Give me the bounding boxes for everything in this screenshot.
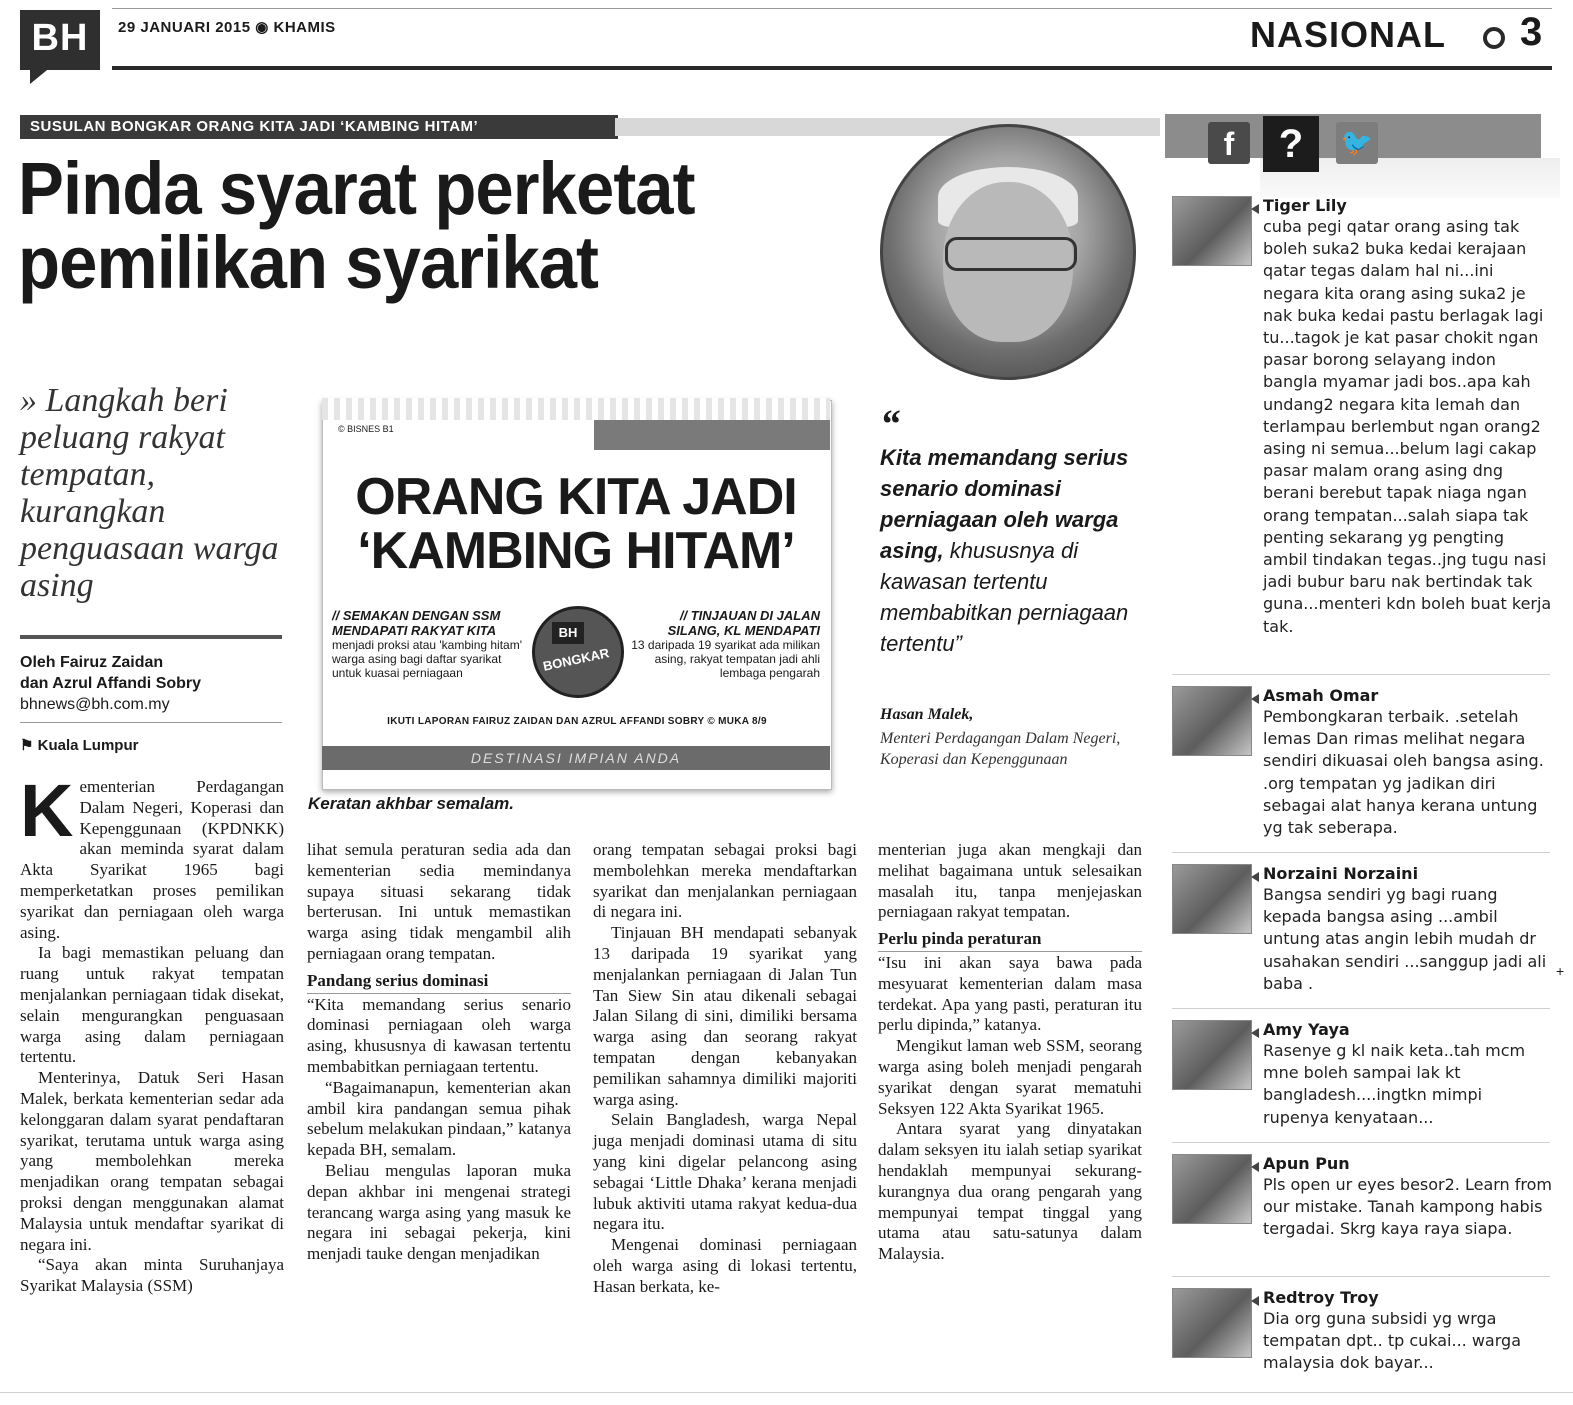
quote-speaker: Hasan Malek, (880, 706, 974, 723)
page-bottom-rule (0, 1392, 1573, 1393)
kicker-bleed (615, 118, 1160, 136)
clipping-image (322, 400, 832, 790)
clipping-bottom-band: DESTINASI IMPIAN ANDA (322, 746, 830, 770)
dateline-text: Kuala Lumpur (37, 737, 139, 754)
clipping-follow-line: IKUTI LAPORAN FAIRUZ ZAIDAN DAN AZRUL AFFANDI SOBRY © MUKA 8/9 (387, 716, 767, 727)
bh-logo: BH (20, 10, 100, 70)
clipping-right-head: // TINJAUAN DI JALAN SILANG, KL MENDAPATI (667, 608, 820, 638)
article-paragraph: Ia bagi memastikan peluang dan ruang untuk rakyat tempatan menjalankan perniagaan tidak disekat, selain mengurangkan penguasaan warga asing dalam perniagaan tertentu. (20, 943, 284, 1067)
deck: » Langkah beri peluang rakyat tempatan, kurangkan penguasaan warga asing (20, 382, 279, 604)
article-column-1 (20, 769, 284, 1297)
article-paragraph (20, 769, 284, 943)
article-paragraph: Beliau mengulas laporan muka depan akhbar ini mengenai strategi terancang warga asing yang masuk ke negara ini sebagai pekerja, kini menjadi tauke dengan menjadikan (307, 1160, 571, 1264)
comment-author: Tiger Lily (1263, 196, 1347, 215)
flag-icon: ⚑ (20, 737, 38, 754)
page-dot-icon (1483, 27, 1505, 49)
comment-author: Asmah Omar (1263, 686, 1379, 705)
header-top-rule (112, 8, 1552, 9)
comment-text: Rasenye g kl naik keta..tah mcm mne boleh sampai lak kt bangladesh....ingtkn mimpi rupenya kenyataan... (1263, 1041, 1526, 1127)
clipping-section-tab: © BISNES B1 (338, 424, 394, 434)
drop-cap: K (20, 769, 74, 852)
comment-divider (1172, 1008, 1550, 1009)
byline-email[interactable]: bhnews@bh.com.my (20, 696, 170, 713)
comment-author: Amy Yaya (1263, 1020, 1350, 1039)
comment-text: Pls open ur eyes besor2. Learn from our mistake. Tanah kampong habis tergadai. Skrg kaya raya siapa. (1263, 1175, 1553, 1239)
article-paragraph: Selain Bangladesh, warga Nepal juga menjadi dominasi utama di situ yang kini digelar pelancong asing sebagai ‘Little Dhaka’ kerana menjadi lubuk aktiviti utama rakyat kedua-dua negara itu. (593, 1110, 857, 1234)
headline-line-1: Pinda syarat perketat (18, 147, 695, 230)
article-paragraph: Tinjauan BH mendapati sebanyak 13 daripada 19 syarikat yang menjalankan perniagaan di Jalan Tun Tan Siew Sin atau dikenali sebagai Jalan Silang di sini, dimiliki bersama warga asing dan seorang rakyat tempatan dengan kebanyakan pemilikan sahamnya dimiliki majoriti warga asing. (593, 923, 857, 1109)
comment-author: Redtroy Troy (1263, 1288, 1379, 1307)
clipping-headline (330, 470, 822, 578)
page-number: 3 (1520, 10, 1543, 54)
header-rule (112, 66, 1552, 70)
clipping-caption: Keratan akhbar semalam. (308, 794, 514, 813)
issue-date (118, 18, 336, 36)
avatar (1172, 1288, 1252, 1358)
headline (18, 147, 818, 304)
kicker-label: SUSULAN BONGKAR ORANG KITA JADI ‘KAMBING HITAM’ (20, 115, 618, 139)
byline-rule (20, 722, 282, 723)
bongkar-badge-text: BONGKAR (541, 645, 611, 674)
subhead: Pandang serius dominasi (307, 971, 571, 994)
avatar (1172, 864, 1252, 934)
comment-divider (1172, 852, 1550, 853)
article-paragraph: Mengenai dominasi perniagaan oleh warga asing di lokasi tertentu, Hasan berkata, ke- (593, 1235, 857, 1296)
pull-quote (880, 442, 1150, 659)
bullet-icon: ◉ (255, 19, 274, 36)
clipping-headline-2: ‘KAMBING HITAM’ (357, 522, 795, 580)
article-column-4 (878, 840, 1142, 1265)
article-paragraph: lihat semula peraturan sedia ada dan kementerian sedia memindanya supaya situasi sekarang tidak berterusan. Ini untuk memastikan warga asing tidak mengambil alih perniagaan orang tempatan. (307, 840, 571, 963)
avatar (1172, 196, 1252, 266)
twitter-icon[interactable]: 🐦 (1336, 122, 1378, 164)
article-paragraph: “Kita memandang serius senario dominasi perniagaan oleh warga asing, khususnya di kawasan tertentu membabitkan perniagaan tertentu. (307, 994, 571, 1076)
bh-logo-tail (30, 66, 52, 84)
quote-mark-icon: “ (880, 401, 900, 446)
comment-text: Pembongkaran terbaik. .setelah lemas Dan rimas melihat negara sendiri dikuasai oleh bangsa asing. .org tempatan yg jadikan diri sebagai alat hanya kerana untung yg tak seberapa. (1263, 707, 1544, 838)
clipping-headline-1: ORANG KITA JADI (355, 468, 797, 526)
comment-text: Dia org guna subsidi yg wrga tempatan dpt.. tp cukai... warga malaysia dok bayar... (1263, 1309, 1521, 1373)
clipping-torn-edge (322, 398, 830, 420)
article-paragraph: “Isu ini akan saya bawa pada mesyuarat kementerian dalam masa terdekat. Apa yang pasti, peraturan itu perlu dipinda,” katanya. (878, 952, 1142, 1035)
registration-mark: + (1556, 963, 1565, 979)
portrait-glasses (945, 237, 1077, 271)
article-paragraph: “Saya akan minta Suruhanjaya Syarikat Malaysia (SSM) (20, 1255, 284, 1296)
comment-author: Apun Pun (1263, 1154, 1350, 1173)
comment-author: Norzaini Norzaini (1263, 864, 1419, 883)
article-paragraph: Mengikut laman web SSM, seorang warga asing boleh menjadi pengarah syarikat dengan syarat mematuhi Seksyen 122 Akta Syarikat 1965. (878, 1036, 1142, 1118)
article-paragraph: menterian juga akan mengkaji dan melihat bagaimana untuk selesaikan masalah itu, tanpa menjejaskan perniagaan rakyat tempatan. (878, 840, 1142, 922)
byline-author-2: dan Azrul Affandi Sobry (20, 675, 202, 692)
article-paragraph: “Bagaimanapun, kementerian akan ambil kira pandangan semua pihak sebelum melakukan pindaan,” katanya kepada BH, semalam. (307, 1077, 571, 1160)
comment-divider (1172, 1276, 1550, 1277)
headline-line-2: pemilikan syarikat (18, 221, 599, 304)
dateline (20, 736, 138, 754)
bongkar-badge-bh: BH (552, 622, 584, 644)
subhead: Perlu pinda peraturan (878, 929, 1142, 952)
day-text: KHAMIS (273, 19, 336, 36)
deck-rule (20, 635, 282, 639)
paragraph-text: ementerian Perdagangan Dalam Negeri, Koperasi dan Kepenggunaan (KPDNKK) akan meminda syarat dalam Akta Syarikat 1965 bagi memperketatkan proses pemilikan syarikat dan perniagaan oleh warga asing. (20, 777, 284, 942)
article-column-3 (593, 840, 857, 1298)
facebook-icon[interactable]: f (1208, 122, 1250, 164)
article-paragraph: Menterinya, Datuk Seri Hasan Malek, berkata kementerian sedar ada kelonggaran dalam syarat pendaftaran syarikat, terutama untuk warga asing yang membolehkan mereka menjadikan orang tempatan sebagai proksi dengan menggunakan alamat Malaysia untuk mendaftar syarikat di negara ini. (20, 1068, 284, 1254)
comment-text: Bangsa sendiri yg bagi ruang kepada bangsa asing ...ambil untung atas angin lebih mudah dr usahakan sendiri ...sanggup jadi ali baba . (1263, 885, 1547, 993)
clipping-left-body: menjadi proksi atau 'kambing hitam' warga asing bagi daftar syarikat untuk kuasai perniagaan (332, 638, 523, 680)
comment-divider (1172, 674, 1550, 675)
comment-divider (1172, 1142, 1550, 1143)
quote-speaker-role: Menteri Perdagangan Dalam Negeri, Koperasi dan Kepenggunaan (880, 730, 1121, 768)
date-text: 29 JANUARI 2015 (118, 19, 251, 36)
avatar (1172, 1154, 1252, 1224)
pull-quote-bold: Kita memandang serius senario dominasi perniagaan oleh warga asing, (880, 445, 1129, 563)
question-icon[interactable]: ? (1263, 116, 1319, 172)
clipping-top-strip (594, 420, 830, 450)
avatar (1172, 686, 1252, 756)
clipping-left-head: // SEMAKAN DENGAN SSM MENDAPATI RAKYAT KITA (332, 608, 501, 638)
article-paragraph: orang tempatan sebagai proksi bagi membolehkan mereka mendaftarkan syarikat dan menjalankan perniagaan di negara ini. (593, 840, 857, 922)
article-paragraph: Antara syarat yang dinyatakan dalam seksyen itu ialah setiap syarikat hendaklah mempunyai sekurang-kurangnya dua orang pengarah yang mempunyai tempat tinggal yang utama atau satu-satunya dalam Malaysia. (878, 1119, 1142, 1264)
clipping-right-body: 13 daripada 19 syarikat ada milikan asing, rakyat tempatan jadi ahli lembaga pengarah (631, 638, 820, 680)
section-title: NASIONAL (1250, 14, 1446, 55)
avatar (1172, 1020, 1252, 1090)
pull-quote-regular: khususnya di kawasan tertentu membabitkan perniagaan tertentu” (880, 538, 1129, 656)
comment-text: cuba pegi qatar orang asing tak boleh suka2 buka kedai kerajaan qatar tegas dalam hal ni...ini negara kita orang asing suka2 je nak buka kedai pastu berlagak lagi tu...tagok je kat pasar chokit ngan pasar borong selayang indon bangla myamar jadi bos..apa kah undang2 negara kita lemah dan terlampau berlembut ngan orang2 asing ni semua...belum lagi cakap pasar malam orang asing dng berani berebut tapak niaga ngan orang tempatan...salah siapa tak penting sekarang yg pengting ambil tindakan tegas..jng tugu nasi jadi bubur baru nak bertindak tak guna...menteri kdn boleh buat kerja tak. (1263, 217, 1552, 636)
article-column-2 (307, 840, 571, 1265)
byline-author-1: Oleh Fairuz Zaidan (20, 654, 164, 671)
portrait-photo (880, 124, 1136, 380)
